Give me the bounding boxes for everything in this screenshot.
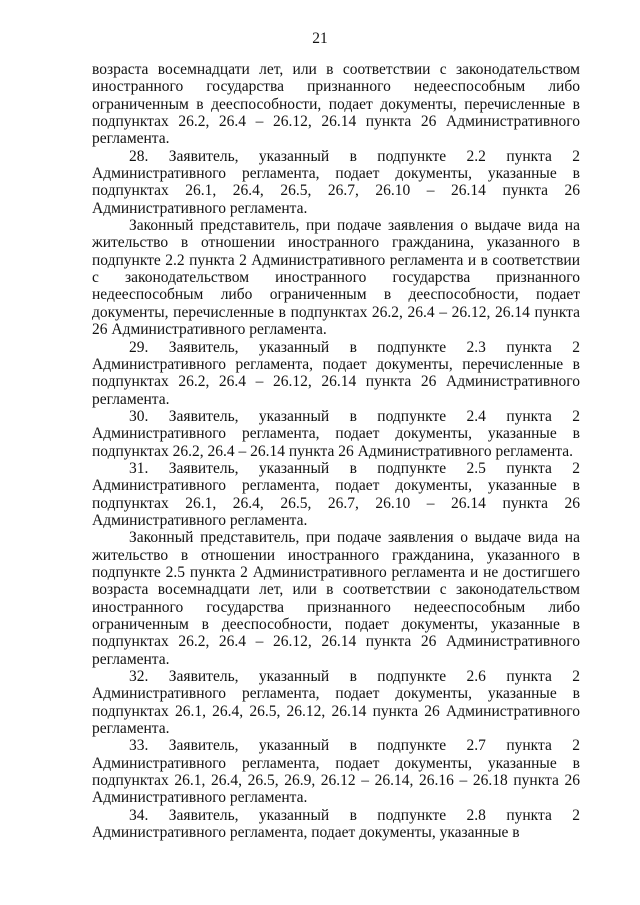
paragraph-item-30: 30. Заявитель, указанный в подпункте 2.4 пункта 2 Административного регламента, подает документы, указанные в подпунктах 26.2, 26.4 – 26.14 пункта 26 Административного регламента. xyxy=(92,407,580,460)
paragraph-continuation: возраста восемнадцати лет, или в соответствии с законодательством иностранного государства признанного недееспособным либо ограниченным в дееспособности, подает документы, перечисленные в подпунктах 26.2, 26.4 – 26.12, 26.14 пункта 26 Административного регламента. xyxy=(92,61,580,148)
paragraph-item-32: 32. Заявитель, указанный в подпункте 2.6 пункта 2 Административного регламента, подает документы, указанные в подпунктах 26.1, 26.4, 26.5, 26.12, 26.14 пункта 26 Административного регламента. xyxy=(92,668,580,738)
paragraph-legal-representative-28: Законный представитель, при подаче заявления о выдаче вида на жительство в отношении иностранного гражданина, указанного в подпункте 2.2 пункта 2 Административного регламента и в соответствии с законодательством иностранного государства признанного недееспособным либо ограниченным в дееспособности, подает документы, перечисленные в подпунктах 26.2, 26.4 – 26.12, 26.14 пункта 26 Административного регламента. xyxy=(92,217,580,339)
paragraph-item-33: 33. Заявитель, указанный в подпункте 2.7 пункта 2 Административного регламента, подает документы, указанные в подпунктах 26.1, 26.4, 26.5, 26.9, 26.12 – 26.14, 26.16 – 26.18 пункта 26 Административного регламента. xyxy=(92,737,580,807)
paragraph-item-29: 29. Заявитель, указанный в подпункте 2.3 пункта 2 Административного регламента, подает документы, перечисленные в подпунктах 26.2, 26.4 – 26.12, 26.14 пункта 26 Административного регламента. xyxy=(92,338,580,408)
page-number: 21 xyxy=(312,30,328,47)
paragraph-item-31: 31. Заявитель, указанный в подпункте 2.5 пункта 2 Административного регламента, подает документы, указанные в подпунктах 26.1, 26.4, 26.5, 26.7, 26.10 – 26.14 пункта 26 Административного регламента. xyxy=(92,459,580,529)
paragraph-legal-representative-31: Законный представитель, при подаче заявления о выдаче вида на жительство в отношении иностранного гражданина, указанного в подпункте 2.5 пункта 2 Административного регламента и не достигшего возраста восемнадцати лет, или в соответствии с законодательством иностранного государства признанного недееспособным либо ограниченным в дееспособности, подает документы, указанные в подпунктах 26.2, 26.4 – 26.12, 26.14 пункта 26 Административного регламента. xyxy=(92,529,580,668)
paragraph-item-28: 28. Заявитель, указанный в подпункте 2.2 пункта 2 Административного регламента, подает документы, указанные в подпунктах 26.1, 26.4, 26.5, 26.7, 26.10 – 26.14 пункта 26 Административного регламента. xyxy=(92,147,580,217)
document-body xyxy=(92,61,580,841)
paragraph-item-34: 34. Заявитель, указанный в подпункте 2.8 пункта 2 Административного регламента, подает документы, указанные в xyxy=(92,806,580,842)
